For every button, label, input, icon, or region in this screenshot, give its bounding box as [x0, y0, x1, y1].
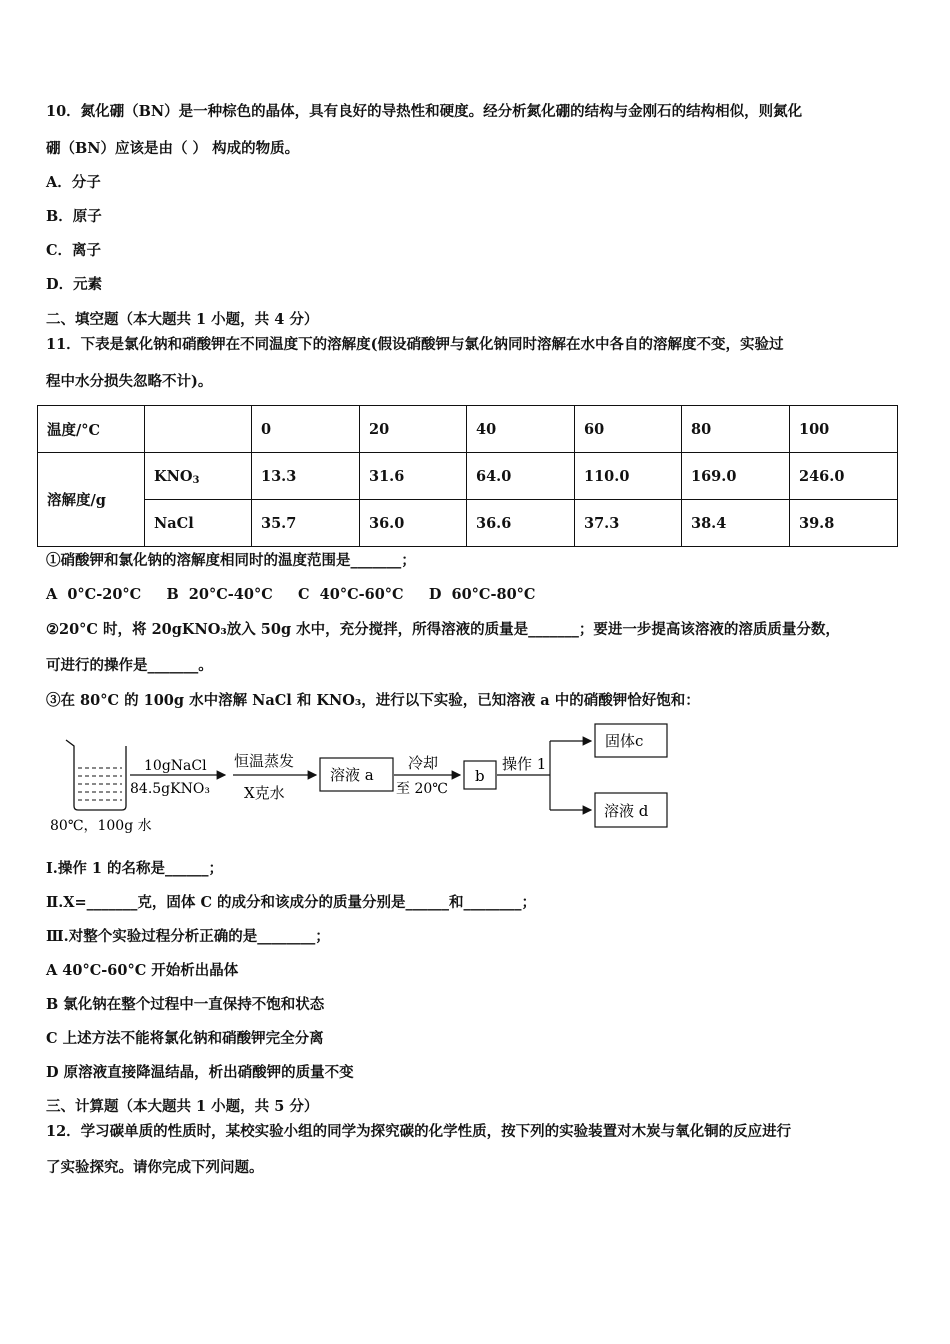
step-operation-label: 操作 1 — [502, 755, 547, 773]
q11-part2-line2: 可进行的操作是_______。 — [46, 657, 213, 674]
temp-header: 温度/°C — [38, 406, 145, 453]
table-cell: 169.0 — [682, 453, 790, 500]
box-solution-a-label: 溶液 a — [330, 766, 374, 784]
q10-option-c: C．离子 — [46, 242, 102, 259]
table-cell: 20 — [360, 406, 467, 453]
q10-option-b: B．原子 — [46, 208, 102, 225]
beaker-icon — [66, 740, 126, 810]
table-cell: 40 — [467, 406, 575, 453]
reagent-nacl: 10gNaCl — [144, 758, 207, 774]
q10-option-d: D．元素 — [46, 276, 103, 293]
table-cell: 13.3 — [252, 453, 360, 500]
section-2-heading: 二、填空题（本大题共 1 小题，共 4 分） — [46, 311, 319, 328]
q11-sub3-option-c: C 上述方法不能将氯化钠和硝酸钾完全分离 — [46, 1030, 324, 1047]
table-cell: 100 — [790, 406, 898, 453]
nacl-label: NaCl — [145, 500, 252, 547]
q11-part2-line1: ②20°C 时，将 20gKNO₃放入 50g 水中，充分搅拌，所得溶液的质量是_______；要进一步提高该溶液的溶质质量分数， — [46, 621, 840, 638]
table-row — [38, 453, 898, 500]
table-cell: 35.7 — [252, 500, 360, 547]
experiment-flow-diagram — [40, 718, 680, 843]
q11-stem-line2: 程中水分损失忽略不计)。 — [46, 373, 213, 390]
box-solid-c-label: 固体c — [605, 732, 644, 750]
box-solution-d-label: 溶液 d — [604, 802, 649, 820]
q10-stem-line1: 10．氮化硼（BN）是一种棕色的晶体，具有良好的导热性和硬度。经分析氮化硼的结构与金刚石的结构相似，则氮化 — [46, 103, 803, 120]
q12-stem-line2: 了实验探究。请你完成下列问题。 — [46, 1159, 264, 1176]
table-cell: 246.0 — [790, 453, 898, 500]
q11-part1: ①硝酸钾和氯化钠的溶解度相同时的温度范围是_______； — [46, 552, 416, 569]
step-cool-label: 冷却 — [408, 754, 439, 772]
table-cell: 38.4 — [682, 500, 790, 547]
table-row — [38, 500, 898, 547]
step-cool-temp: 至 20℃ — [396, 781, 448, 797]
solubility-header: 溶解度/g — [38, 453, 145, 547]
q12-stem-line1: 12．学习碳单质的性质时，某校实验小组的同学为探究碳的化学性质，按下列的实验装置对木炭与氧化铜的反应进行 — [46, 1123, 792, 1140]
q11-part1-options: A 0°C-20°C B 20°C-40°C C 40°C-60°C D 60°C-80°C — [46, 586, 536, 603]
table-cell: 36.0 — [360, 500, 467, 547]
table-row — [38, 406, 898, 453]
q11-part3: ③在 80°C 的 100g 水中溶解 NaCl 和 KNO₃，进行以下实验，已知溶液 a 中的硝酸钾恰好饱和： — [46, 692, 700, 709]
table-cell: 36.6 — [467, 500, 575, 547]
table-cell: 60 — [575, 406, 682, 453]
step-evaporate-water: X克水 — [244, 784, 285, 802]
table-cell: 37.3 — [575, 500, 682, 547]
section-3-heading: 三、计算题（本大题共 1 小题，共 5 分） — [46, 1098, 319, 1115]
reagent-kno3: 84.5gKNO₃ — [130, 781, 210, 797]
table-cell: 31.6 — [360, 453, 467, 500]
table-cell: 64.0 — [467, 453, 575, 500]
table-cell: 110.0 — [575, 453, 682, 500]
q11-sub2: Ⅱ.X=_______克，固体 C 的成分和该成分的质量分别是______和________； — [46, 894, 537, 911]
q11-sub3: Ⅲ.对整个实验过程分析正确的是________； — [46, 928, 330, 945]
q10-stem-line2: 硼（BN）应该是由（ ） 构成的物质。 — [46, 140, 300, 157]
table-cell — [145, 406, 252, 453]
kno3-label: $KNO_3$ — [145, 453, 252, 500]
table-cell: 80 — [682, 406, 790, 453]
solubility-table — [37, 405, 898, 547]
q10-option-a: A．分子 — [46, 174, 101, 191]
q11-sub3-option-a: A 40°C-60°C 开始析出晶体 — [46, 962, 239, 979]
step-evaporate-label: 恒温蒸发 — [234, 752, 295, 770]
table-cell: 39.8 — [790, 500, 898, 547]
q11-sub3-option-d: D 原溶液直接降温结晶，析出硝酸钾的质量不变 — [46, 1064, 354, 1081]
beaker-caption: 80℃，100g 水 — [50, 818, 152, 834]
q11-sub1: Ⅰ.操作 1 的名称是______； — [46, 860, 224, 877]
q11-sub3-option-b: B 氯化钠在整个过程中一直保持不饱和状态 — [46, 996, 325, 1013]
box-b-label: b — [475, 767, 485, 785]
q11-stem-line1: 11．下表是氯化钠和硝酸钾在不同温度下的溶解度(假设硝酸钾与氯化钠同时溶解在水中各自的溶解度不变，实验过 — [46, 336, 784, 353]
table-cell: 0 — [252, 406, 360, 453]
